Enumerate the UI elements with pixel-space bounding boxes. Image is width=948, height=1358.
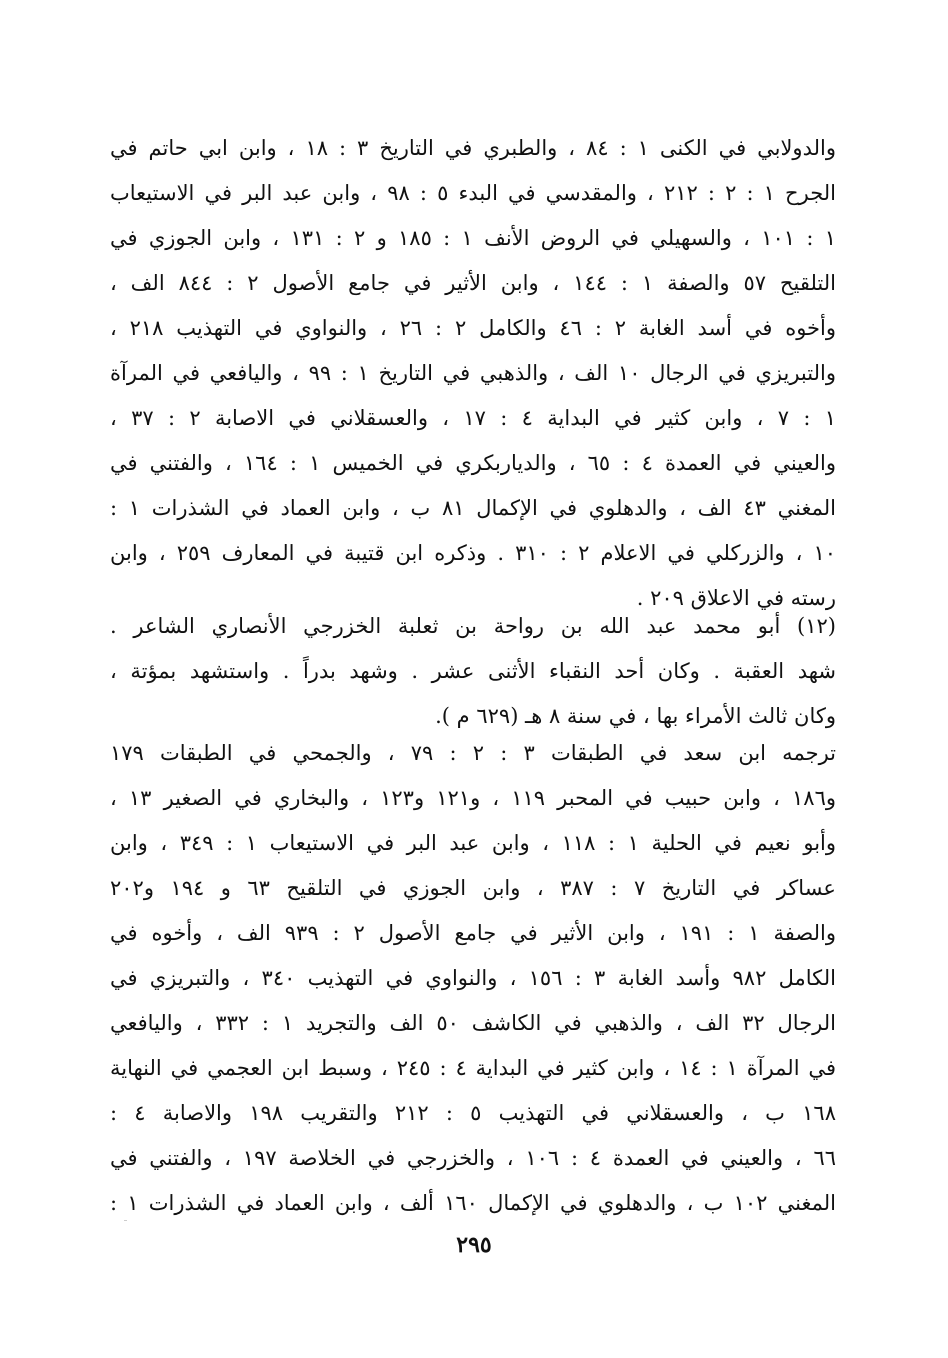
text-line: وأخوه في أسد الغابة ٢ : ٤٦ والكامل ٢ : ٢٦ ، والنواوي في التهذيب ٢١٨ ، — [110, 316, 836, 340]
text-line: ١٠ ، والزركلي في الاعلام ٢ : ٣١٠ . وذكره ابن قتيبة في المعارف ٢٥٩ ، وابن — [110, 541, 836, 565]
text-line: والدولابي في الكنى ١ : ٨٤ ، والطبري في التاريخ ٣ : ١٨ ، وابن ابي حاتم في — [110, 136, 836, 160]
text-line: ١٦٨ ب ، والعسقلاني في التهذيب ٥ : ٢١٢ والتقريب ١٩٨ والاصابة ٤ : — [110, 1101, 836, 1125]
text-line: المغني ٤٣ الف ، والدهلوي في الإكمال ٨١ ب ، وابن العماد في الشذرات ١ : — [110, 496, 836, 520]
text-line: في المرآة ١ : ١٤ ، وابن كثير في البداية ٤ : ٢٤٥ ، وسبط ابن العجمي في النهاية — [110, 1056, 836, 1080]
margin-mark — [124, 1220, 127, 1221]
text-line: وكان ثالث الأمراء بها ، في سنة ٨ هـ (٦٢٩ م ). — [435, 704, 836, 728]
paragraph-references-entry-12 — [110, 731, 836, 1226]
text-line: وأبو نعيم في الحلية ١ : ١١٨ ، وابن عبد البر في الاستيعاب ١ : ٣٤٩ ، وابن — [110, 831, 836, 855]
text-line: الكامل ٩٨٢ وأسد الغابة ٣ : ١٥٦ ، والنواوي في التهذيب ٣٤٠ ، والتبريزي في — [110, 966, 836, 990]
paragraph-biography-entry-12 — [110, 604, 836, 739]
text-line: الرجال ٣٢ الف ، والذهبي في الكاشف ٥٠ الف والتجريد ١ : ٣٣٢ ، واليافعي — [110, 1011, 836, 1035]
text-line: التلقيح ٥٧ والصفة ١ : ١٤٤ ، وابن الأثير في جامع الأصول ٢ : ٨٤٤ الف ، — [110, 271, 836, 295]
text-line: رسته في الاعلاق ٢٠٩ . — [636, 586, 836, 610]
text-line: (١٢) أبو محمد عبد الله بن رواحة بن ثعلبة الخزرجي الأنصاري الشاعر . — [110, 614, 836, 638]
text-line: والعيني في العمدة ٤ : ٦٥ ، والدياربكري في الخميس ١ : ١٦٤ ، والفتني في — [110, 451, 836, 475]
text-line: ١ : ١٠١ ، والسهيلي في الروض الأنف ١ : ١٨٥ و ٢ : ١٣١ ، وابن الجوزي في — [110, 226, 836, 250]
text-line: ٦٦ ، والعيني في العمدة ٤ : ١٠٦ ، والخزرجي في الخلاصة ١٩٧ ، والفتني في — [110, 1146, 836, 1170]
text-line: المغني ١٠٢ ب ، والدهلوي في الإكمال ١٦٠ ألف ، وابن العماد في الشذرات ١ : — [110, 1191, 836, 1215]
text-line: عساكر في التاريخ ٧ : ٣٨٧ ، وابن الجوزي في التلقيح ٦٣ و ١٩٤ و٢٠٢ — [110, 876, 836, 900]
page-number: ٢٩٥ — [456, 1232, 492, 1258]
text-line: شهد العقبة . وكان أحد النقباء الأثنى عشر . وشهد بدراً . واستشهد بمؤتة ، — [110, 659, 836, 683]
text-line: ١ : ٧ ، وابن كثير في البداية ٤ : ١٧ ، والعسقلاني في الاصابة ٢ : ٣٧ ، — [110, 406, 836, 430]
text-line: والتبريزي في الرجال ١٠ الف ، والذهبي في التاريخ ١ : ٩٩ ، واليافعي في المرآة — [110, 361, 836, 385]
text-line: الجرح ١ : ٢ : ٢١٢ ، والمقدسي في البدء ٥ : ٩٨ ، وابن عبد البر في الاستيعاب — [110, 181, 836, 205]
text-line: و١٨٦ ، وابن حبيب في المحبر ١١٩ ، و١٢١ و١٢٣ ، والبخاري في الصغير ١٣ ، — [110, 786, 836, 810]
text-line: والصفة ١ : ١٩١ ، وابن الأثير في جامع الأصول ٢ : ٩٣٩ الف ، وأخوه في — [110, 921, 836, 945]
text-line: ترجمه ابن سعد في الطبقات ٣ : ٢ : ٧٩ ، والجمحي في الطبقات ١٧٩ — [110, 741, 836, 765]
paragraph-references-previous — [110, 126, 836, 621]
